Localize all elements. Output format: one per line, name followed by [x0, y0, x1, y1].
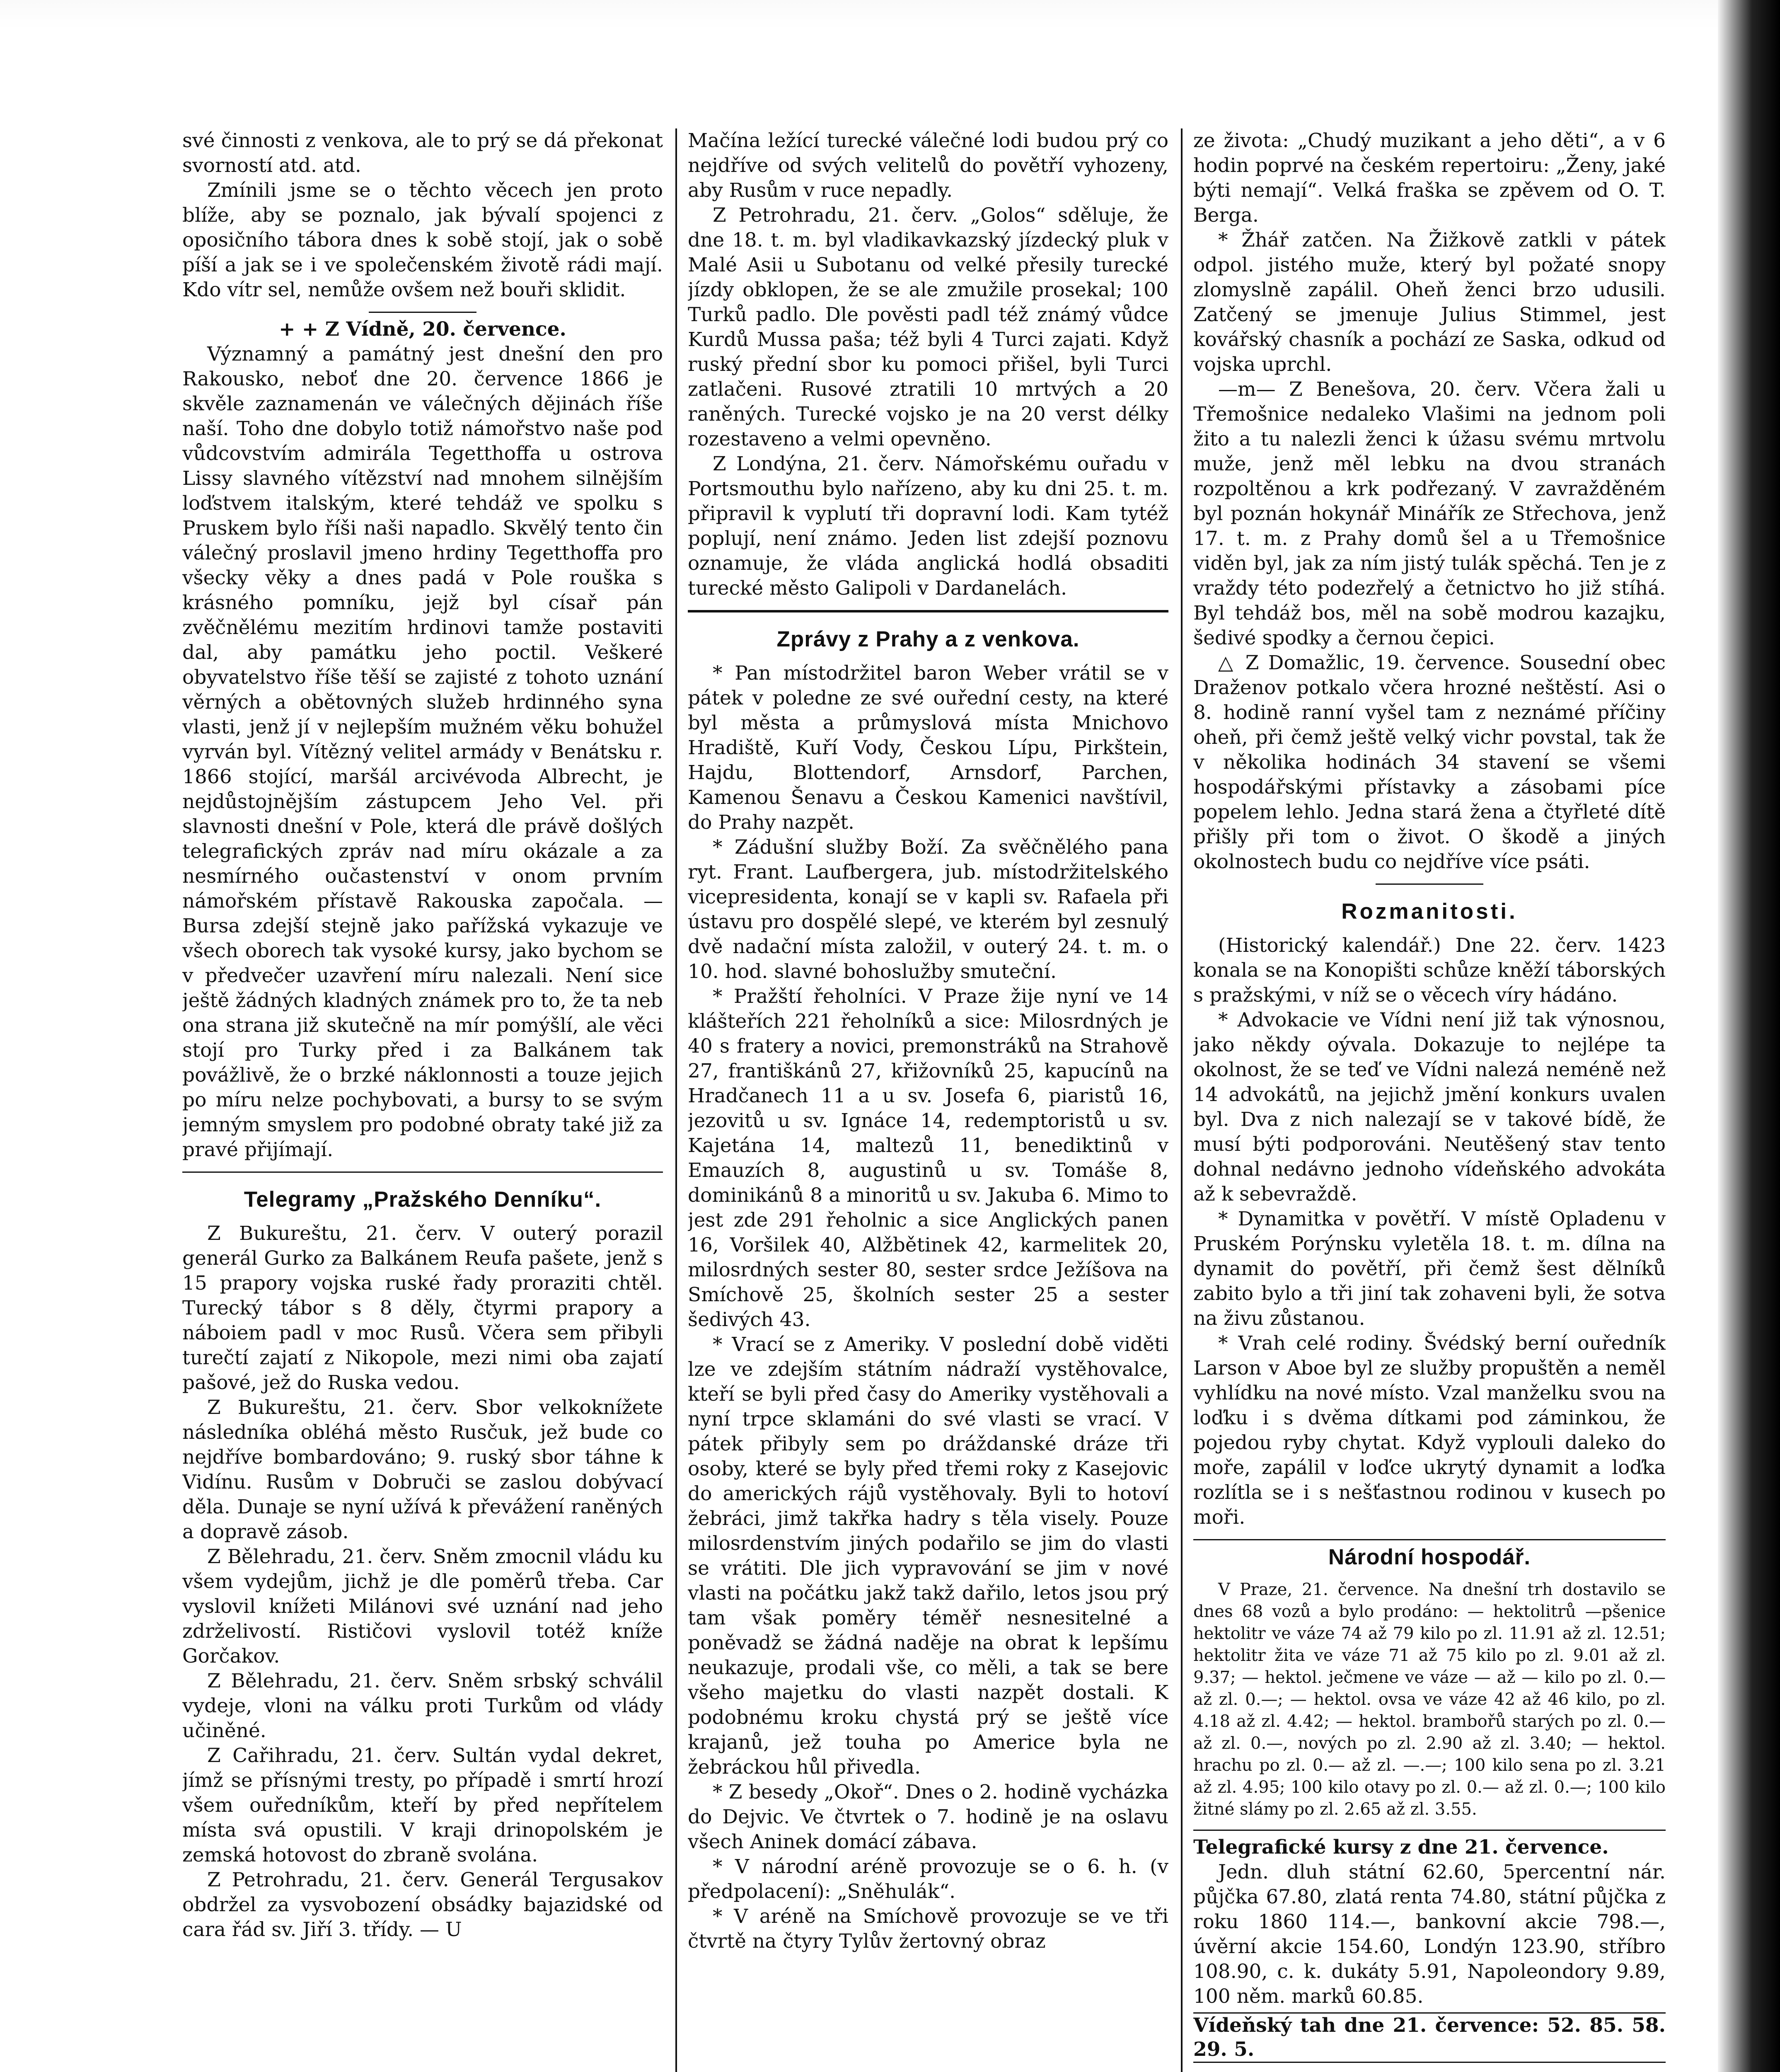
column-1 [182, 128, 663, 2072]
news-item: * Žhář zatčen. Na Žižkově zatkli v pátek odpol. jistého muže, který byl požaté snopy zlomyslně zapálil. Oheň ženci brzo udusili. Zatčený se jmenuje Julius Stimmel, jest kovářský chasník a pochází ze Saska, odkud od vojska uprchl. [1193, 229, 1666, 376]
news-item: * V národní aréně provozuje se o 6. h. (v předpolacení): „Sněhulák“. [688, 1855, 1168, 1903]
paragraph: své činnosti z venkova, ale to prý se dá překonat svorností atd. atd. [182, 129, 663, 177]
lottery-draw: Vídeňský tah dne 21. července: 52. 85. 58. 29. 5. [1193, 2012, 1666, 2063]
section-heading-misc: Rozmanitosti. [1341, 899, 1518, 924]
misc-item: * Advokacie ve Vídni není již tak výnosnou, jako někdy oývala. Dokazuje to nejlépe ta okolnost, že se teď ve Vídni nalezá neméně než 14 advokátů, na jejichž jmění konkurs uvalen byl. Dva z nich nalezají se v takové bídě, že musí býti podporováni. Neutěšený stav tento dohnal nedávno jednoho vídeňského advokáta až k sebevraždě. [1193, 1009, 1666, 1205]
misc-item: * Vrah celé rodiny. Švédský berní ouředník Larson v Aboe byl ze služby propuštěn a neměl vyhlídku na nové místo. Vzal manželku svou na loďku i s dvěma dítkami pod záminkou, že pojedou ryby chytat. Když vyplouli daleko do moře, zapálil v loďce ukrytý dynamit a loďka rozlítla se i s nešťastnou rodinou v kusech po moři. [1193, 1332, 1666, 1529]
news-item: * V aréně na Smíchově provozuje se ve tři čtvrtě na čtyry Tylův žertovný obraz [688, 1905, 1168, 1953]
telegram: Z Bělehradu, 21. červ. Sněm srbský schválil vydeje, vloni na válku proti Turkům od vlády učiněné. [182, 1670, 663, 1742]
telegram: Z Bukureštu, 21. červ. V outerý porazil generál Gurko za Balkánem Reufa pašete, jenž s 15 prapory vojska ruské řady proraziti chtěl. Turecký tábor s 8 děly, čtyrmi prapory a náboiem padl v moc Rusů. Včera sem přibyli turečtí zajatí z Nikopole, mezi nimi oba zajatí pašové, jež do Ruska vedou. [182, 1222, 663, 1394]
telegram: Z Bukureštu, 21. červ. Sbor velkoknížete následníka obléhá město Rusčuk, jež bude co nejdříve bombardováno; 9. ruský sbor táhne k Vidínu. Rusům v Dobruči se zaslou dobývací děla. Dunaje se nyní užívá k převážení raněných a dopravě zásob. [182, 1396, 663, 1543]
column-2 [688, 128, 1168, 2072]
divider [182, 1172, 663, 1173]
column-3 [1193, 128, 1666, 2072]
telegram: Z Bělehradu, 21. červ. Sněm zmocnil vládu ku všem vydejům, jichž je dle poměrů třeba. Car vyslovil knížeti Milánovi své uznání nad jeho zdrželivostí. Rističovi vyslovil totéž kníže Gorčakov. [182, 1545, 663, 1668]
divider [1193, 1539, 1666, 1540]
scan-top-margin [0, 0, 1718, 29]
news-item: * Pražští řeholníci. V Praze žije nyní ve 14 klášteřích 221 řeholníků a sice: Milosrdných je 40 s fratery a novici, premonstráků na Strahově 27, františkánů 27, křižovníků 25, kapucínů na Hradčanech 11 a u sv. Josefa 6, piaristů 16, jezovitů u sv. Ignáce 14, redemptoristů u sv. Kajetána 14, maltezů 11, benediktinů v Emauzích 8, augustinů u sv. Tomáše 8, dominikánů 8 a minoritů u sv. Jakuba 6. Mimo to jest zde 291 řeholnic a sice Anglických panen 16, Voršilek 40, Alžbětinek 42, karmelitek 20, milosrdných sester 80, sester srdce Ježíšova na Smíchově 25, školních sester 25 a sester šedivých 43. [688, 985, 1168, 1331]
market-report: V Praze, 21. července. Na dnešní trh dostavilo se dnes 68 vozů a bylo prodáno: — hektolitrů —pšenice hektolitr ve váze 74 až 79 kilo po zl. 11.91 až zl. 12.51; hektolitr žita ve váze 71 až 75 kilo po zl. 9.01 až zl. 9.37; — hektol. ječmene ve váze — až — kilo po zl. 0.— až zl. 0.—; — hektol. ovsa ve váze 42 až 46 kilo, po zl. 4.18 až zl. 4.42; — hektol. brambořů starých po zl. 0.— až zl. 0.—, nových po zl. 2.90 až zl. 3.40; — hektol. hrachu po zl. 0.— až zl. —.—; 100 kilo sena po zl. 3.21 až zl. 4.95; 100 kilo otavy po zl. 0.— až zl. 0.—; 100 kilo žitné slámy po zl. 2.65 až zl. 3.55. [1193, 1580, 1666, 1819]
news-item: —m— Z Benešova, 20. červ. Včera žali u Třemošnice nedaleko Vlašimi na jednom poli žito a tu nalezli ženci k úžasu svému mrtvolu muže, jenž měl lebku na dvou stranách rozpoltěnou a krk podřezaný. V zavražděném byl poznán hokynář Minářík ze Střechova, jenž 17. t. m. z Prahy domů šel a u Třemošnice viděn byl, jak za ním jistý tulák spěchá. Ten je z vraždy této podezřelý a četnictvo ho již stíhá. Byl tehdáž bos, měl na sobě modrou kazajku, šedivé spodky a černou čepici. [1193, 378, 1666, 649]
exchange-rates: Jedn. dluh státní 62.60, 5percentní nár. půjčka 67.80, zlatá renta 74.80, státní půjčka z roku 1860 114.—, bankovní akcie 798.—, úvěrní akcie 154.60, Londýn 123.90, stříbro 108.90, c. k. dukáty 5.91, Napoleondory 9.89, 100 něm. marků 60.85. [1193, 1861, 1666, 2008]
dateline-vienna: + + Z Vídně, 20. července. [279, 318, 566, 341]
column-rule [1181, 128, 1183, 2072]
telegram: Z Petrohradu, 21. červ. Generál Tergusakov obdržel za vysvobození obsádky bajazidské od cara řád sv. Jiří 3. třídy. — U [182, 1869, 663, 1941]
column-rule [675, 128, 677, 2072]
scan-dark-edge [1718, 0, 1780, 2072]
article-vienna: Významný a památný jest dnešní den pro Rakousko, neboť dne 20. července 1866 je skvěle zaznamenán ve válečných dějinách říše naší. Toho dne dobylo totiž námořstvo naše pod vůdcovstvím admirála Tegetthoffa u ostrova Lissy slavného vítězství nad mnohem silnějším loďstvem italským, které tehdáž ve spolku s Pruskem bylo říši naši napadlo. Skvělý tento čin válečný proslavil jmeno hrdiny Tegetthoffa pro všecky věky a dnes padá v Pole rouška s krásného pomníku, jejž byl císař pán zvěčnělému mezitím hrdinovi tamže postaviti dal, aby památku jeho poctil. Veškeré obyvatelstvo říše těší se zajisté z tohoto uznání věrných a obětovných služeb hrdinného syna vlasti, jenž jí v nejlepším mužném věku bohužel vyrván byl. Vítězný velitel armády v Benátsku r. 1866 stojící, maršál arcivévoda Albrecht, je nejdůstojnějším zástupcem Jeho Vel. při slavnosti dnešní v Pole, která dle právě došlých telegrafických zpráv nad míru okázale a za nesmírného oučastenství v onom prvním námořském přístavě Rakouska započala. — Bursa zdejší stejně jako pařížská vykazuje ve všech oborech tak vysoké kursy, jako bychom se v předvečer uzavření míru nalezali. Není sice ještě žádných kladných známek pro to, že ta neb ona strana již skutečně na mír pomýšlí, ale věci stojí pro Turky před i za Balkánem tak povážlivě, že o brzké náklonnosti a touze jejich po míru nelze pochybovati, a bursy to se svým jemným smyslem pro podobné obraty také již za pravé přijímají. [182, 343, 663, 1161]
paragraph: Mačína ležící turecké válečné lodi budou prý co nejdříve od svých velitelů do povětří vyhozeny, aby Rusům v ruce nepadly. [688, 129, 1168, 202]
section-heading-telegrams: Telegramy „Pražského Denníku“. [244, 1187, 602, 1212]
telegram: Z Cařihradu, 21. červ. Sultán vydal dekret, jímž se přísnými tresty, po případě i smrtí hrozí všem ouředníkům, kteří by před nepřítelem místa svá opustili. V kraji drinopolském je zemská hotovost do zbraně svolána. [182, 1744, 663, 1866]
news-item: * Vrací se z Ameriky. V poslední době viděti lze ve zdejším státním nádraží vystěhovalce, kteří se byli před časy do Ameriky vystěhovali a nyní trpce sklamáni do své vlasti se vrací. V pátek přibyly sem po dráždanské dráze tři osoby, které se byly před třemi roky z Kasejovic do amerických rájů vystěhovaly. Byli to hotoví žebráci, jimž takřka hadry s těla visely. Pouze milosrdenstvím jiných podařilo se jim do vlasti se vrátiti. Dle jich vypravování se jim v nové vlasti na počátku jakž takž dařilo, letos jsou prý tam však poměry téměř nesnesitelné a poněvadž se žádná naděje na obrat k lepšímu neukazuje, prodali vše, co měli, a tak se bere všeho majetku do vlasti nazpět dostali. K podobnému kroku chystá prý se ještě více krajanů, jež touha po Americe byla ne žebráckou hůl přivedla. [688, 1333, 1168, 1779]
news-item: * Zádušní služby Boží. Za svěčnělého pana ryt. Frant. Laufbergera, jub. místodržitelského vicepresidenta, konají se v kapli sv. Rafaela při ústavu pro dospělé slepé, ve kterém byl zesnulý dvě nadační místa založil, v outerý 24. t. m. o 10. hod. slavné bohoslužby smuteční. [688, 836, 1168, 983]
telegram: Z Londýna, 21. červ. Námořskému ouřadu v Portsmouthu bylo nařízeno, aby ku dni 25. t. m. připravil k vyplutí tři dopravní lodi. Kam tytéž poplují, není známo. Jeden list zdejší poznovu oznamuje, že vláda anglická hodlá obsaditi turecké město Galipoli v Dardanelách. [688, 453, 1168, 600]
misc-item: * Dynamitka v povětří. V místě Opladenu v Pruském Porýnsku vyletěla 18. t. m. dílna na dynamit do povětří, při čemž šest dělníků zabito bylo a tři jiní tak zohaveni byli, že sotva na živu zůstanou. [1193, 1208, 1666, 1330]
newspaper-page [182, 128, 1666, 2072]
divider [1376, 884, 1483, 885]
telegram: Z Petrohradu, 21. červ. „Golos“ sděluje, že dne 18. t. m. byl vladikavkazský jízdecký pluk v Malé Asii u Subotanu od velké přesily turecké jízdy obklopen, že se ale zmužile prosekal; 100 Turků padlo. Dle pověsti padl též známý vůdce Kurdů Mussa paša; též byli 4 Turci zajati. Když ruský přední sbor ku pomoci přišel, byli Turci zatlačeni. Rusové ztratili 10 mrtvých a 20 raněných. Turecké vojsko je na 20 verst délky rozestaveno a velmi opevněno. [688, 204, 1168, 450]
section-heading-courses: Telegrafické kursy z dne 21. července. [1193, 1836, 1609, 1859]
news-item: △ Z Domažlic, 19. července. Sousední obec Draženov potkalo včera hrozné neštěstí. Asi o 8. hodině ranní vyšel tam z neznámé příčiny oheň, při čemž ještě velký vichr povstal, tak že v několika hodinách 34 stavení se všemi hospodářskými přístavky a zásobami píce popelem lehlo. Jedna stará žena a čtyřleté dítě přišly při tom o život. O škodě a jiných okolnostech budu co nejdříve více psáti. [1193, 651, 1666, 873]
paragraph: ze života: „Chudý muzikant a jeho děti“, a v 6 hodin poprvé na českém repertoiru: „Ženy, jaké býti nemají“. Velká fraška se zpěvem od O. T. Berga. [1193, 129, 1666, 227]
divider [688, 610, 1168, 612]
misc-item: (Historický kalendář.) Dne 22. červ. 1423 konala se na Konopišti schůze kněží táborských s pražskými, v níž se o věcech víry hádáno. [1193, 934, 1666, 1007]
news-item: * Pan místodržitel baron Weber vrátil se v pátek v poledne ze své ouřední cesty, na které byl města a průmyslová místa Mnichovo Hradiště, Kuří Vody, Českou Lípu, Pirkštein, Hajdu, Blottendorf, Arnsdorf, Parchen, Kamenou Šenavu a Českou Kamenici navštívil, do Prahy nazpět. [688, 662, 1168, 834]
section-heading-news: Zprávy z Prahy a z venkova. [776, 627, 1080, 651]
paragraph: Zmínili jsme se o těchto věcech jen proto blíže, aby se poznalo, jak bývalí spojenci z oposičního tábora dnes k sobě stojí, jak o sobě píší a jak se i ve společenském životě rádi mají. Kdo vítr sel, nemůže ovšem než bouři sklidit. [182, 179, 663, 301]
divider [369, 312, 476, 313]
section-heading-economy: Národní hospodář. [1328, 1545, 1531, 1569]
news-item: * Z besedy „Okoř“. Dnes o 2. hodině vycházka do Dejvic. Ve čtvrtek o 7. hodině je na oslavu všech Aninek domácí zábava. [688, 1781, 1168, 1853]
divider [1193, 1830, 1666, 1831]
